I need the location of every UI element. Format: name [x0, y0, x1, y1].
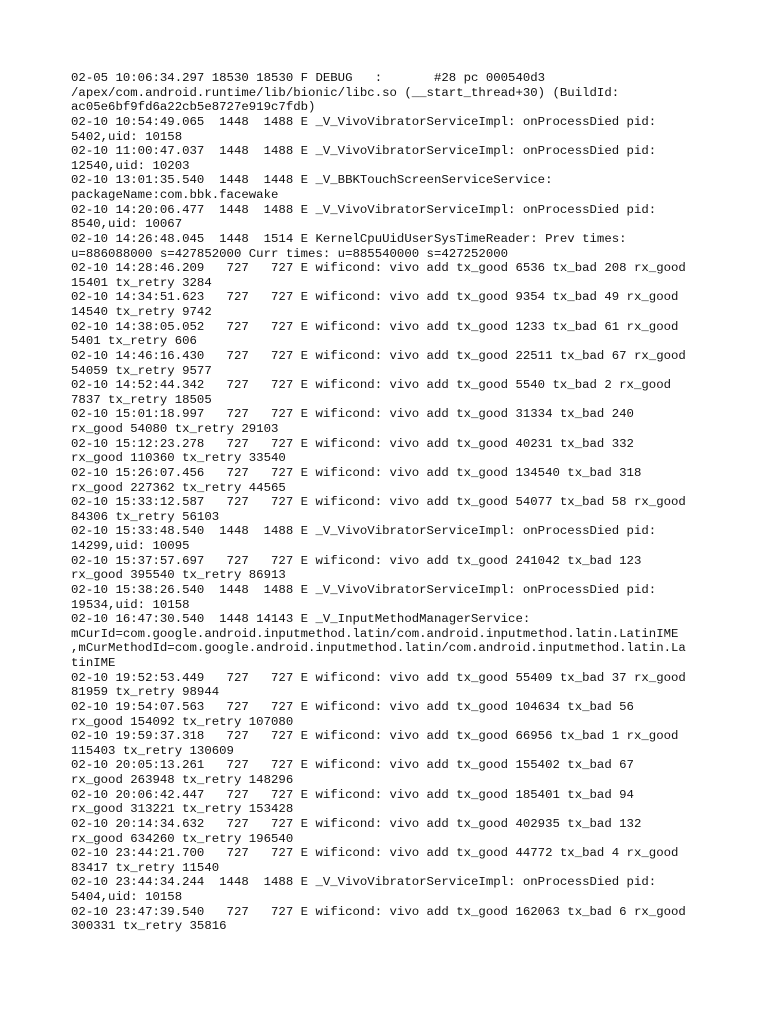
log-line: 5404,uid: 10158 — [71, 890, 183, 904]
log-line: 84306 tx_retry 56103 — [71, 509, 220, 524]
log-line: 02-05 10:06:34.297 18530 18530 F DEBUG : #28 pc 000540d3 — [71, 71, 546, 85]
log-line: 02-10 23:47:39.540 727 727 E wificond: vivo add tx_good 162063 tx_bad 6 rx_good — [71, 904, 686, 919]
log-line: 02-10 15:33:12.587 727 727 E wificond: vivo add tx_good 54077 tx_bad 58 rx_good — [71, 495, 686, 510]
log-line: 02-10 23:44:21.700 727 727 E wificond: vivo add tx_good 44772 tx_bad 4 rx_good — [71, 846, 679, 861]
log-line: rx_good 634260 tx_retry 196540 — [71, 831, 294, 846]
log-line: 02-10 14:26:48.045 1448 1514 E KernelCpuUidUserSysTimeReader: Prev times: — [71, 231, 627, 246]
log-line: 02-10 13:01:35.540 1448 1448 E _V_BBKTouchScreenServiceService: — [71, 173, 553, 188]
log-line: 02-10 19:59:37.318 727 727 E wificond: vivo add tx_good 66956 tx_bad 1 rx_good — [71, 729, 679, 744]
log-line: 02-10 15:37:57.697 727 727 E wificond: vivo add tx_good 241042 tx_bad 123 — [71, 553, 642, 568]
log-line: 02-10 14:34:51.623 727 727 E wificond: vivo add tx_good 9354 tx_bad 49 rx_good — [71, 290, 679, 305]
log-line: 02-10 10:54:49.065 1448 1488 E _V_VivoVibratorServiceImpl: onProcessDied pid: — [71, 114, 657, 129]
log-line: tinIME — [71, 656, 116, 670]
log-line: rx_good 54080 tx_retry 29103 — [71, 422, 279, 436]
log-line: /apex/com.android.runtime/lib/bionic/libc.so (__start_thread+30) (BuildId: — [71, 85, 620, 100]
log-line: 02-10 20:06:42.447 727 727 E wificond: vivo add tx_good 185401 tx_bad 94 — [71, 787, 634, 802]
log-line: 02-10 19:52:53.449 727 727 E wificond: vivo add tx_good 55409 tx_bad 37 rx_good — [71, 670, 686, 685]
log-line: 15401 tx_retry 3284 — [71, 275, 212, 290]
log-line: 14299,uid: 10095 — [71, 539, 190, 553]
log-line: ac05e6bf9fd6a22cb5e8727e919c7fdb) — [71, 100, 316, 115]
log-line: 02-10 20:05:13.261 727 727 E wificond: vivo add tx_good 155402 tx_bad 67 — [71, 758, 634, 773]
log-line: 02-10 15:38:26.540 1448 1488 E _V_VivoVibratorServiceImpl: onProcessDied pid: — [71, 582, 657, 597]
log-line: 02-10 15:26:07.456 727 727 E wificond: vivo add tx_good 134540 tx_bad 318 — [71, 465, 642, 480]
log-line: 81959 tx_retry 98944 — [71, 685, 220, 700]
log-line: 02-10 15:33:48.540 1448 1488 E _V_VivoVibratorServiceImpl: onProcessDied pid: — [71, 524, 657, 539]
log-line: u=886088000 s=427852000 Curr times: u=885540000 s=427252000 — [71, 246, 509, 261]
log-line: 83417 tx_retry 11540 — [71, 860, 220, 875]
log-line: 19534,uid: 10158 — [71, 597, 190, 612]
log-line: rx_good 227362 tx_retry 44565 — [71, 480, 286, 495]
log-line: 12540,uid: 10203 — [71, 158, 190, 173]
log-line: mCurId=com.google.android.inputmethod.latin/com.android.inputmethod.latin.LatinIME — [71, 626, 679, 641]
log-line: 115403 tx_retry 130609 — [71, 743, 234, 758]
log-line: 5402,uid: 10158 — [71, 129, 183, 144]
log-line: rx_good 395540 tx_retry 86913 — [71, 568, 286, 583]
log-document — [71, 71, 711, 934]
log-line: 5401 tx_retry 606 — [71, 334, 197, 349]
log-line: 7837 tx_retry 18505 — [71, 392, 212, 407]
log-line: 02-10 15:12:23.278 727 727 E wificond: vivo add tx_good 40231 tx_bad 332 — [71, 436, 634, 451]
log-text-block — [71, 71, 711, 934]
log-line: 02-10 16:47:30.540 1448 14143 E _V_InputMethodManagerService: — [71, 612, 531, 627]
log-line: 02-10 11:00:47.037 1448 1488 E _V_VivoVibratorServiceImpl: onProcessDied pid: — [71, 144, 657, 159]
log-line: 300331 tx_retry 35816 — [71, 919, 227, 934]
log-line: 02-10 20:14:34.632 727 727 E wificond: vivo add tx_good 402935 tx_bad 132 — [71, 816, 642, 831]
log-line: 02-10 23:44:34.244 1448 1488 E _V_VivoVibratorServiceImpl: onProcessDied pid: — [71, 875, 657, 890]
log-line: rx_good 313221 tx_retry 153428 — [71, 802, 294, 817]
log-line: 02-10 14:28:46.209 727 727 E wificond: vivo add tx_good 6536 tx_bad 208 rx_good — [71, 261, 686, 276]
log-line: 02-10 14:38:05.052 727 727 E wificond: vivo add tx_good 1233 tx_bad 61 rx_good — [71, 319, 679, 334]
log-line: 02-10 19:54:07.563 727 727 E wificond: vivo add tx_good 104634 tx_bad 56 — [71, 699, 634, 714]
log-line: rx_good 263948 tx_retry 148296 — [71, 773, 294, 787]
log-line: rx_good 110360 tx_retry 33540 — [71, 451, 286, 466]
log-line: 02-10 15:01:18.997 727 727 E wificond: vivo add tx_good 31334 tx_bad 240 — [71, 407, 634, 422]
log-line: packageName:com.bbk.facewake — [71, 188, 279, 202]
log-line: ,mCurMethodId=com.google.android.inputmethod.latin/com.android.inputmethod.latin.La — [71, 641, 686, 656]
log-line: 14540 tx_retry 9742 — [71, 305, 212, 319]
log-line: rx_good 154092 tx_retry 107080 — [71, 714, 294, 729]
log-line: 02-10 14:46:16.430 727 727 E wificond: vivo add tx_good 22511 tx_bad 67 rx_good — [71, 348, 686, 363]
log-line: 02-10 14:20:06.477 1448 1488 E _V_VivoVibratorServiceImpl: onProcessDied pid: — [71, 202, 657, 217]
log-line: 54059 tx_retry 9577 — [71, 363, 212, 378]
log-line: 8540,uid: 10067 — [71, 217, 183, 232]
log-line: 02-10 14:52:44.342 727 727 E wificond: vivo add tx_good 5540 tx_bad 2 rx_good — [71, 378, 672, 393]
